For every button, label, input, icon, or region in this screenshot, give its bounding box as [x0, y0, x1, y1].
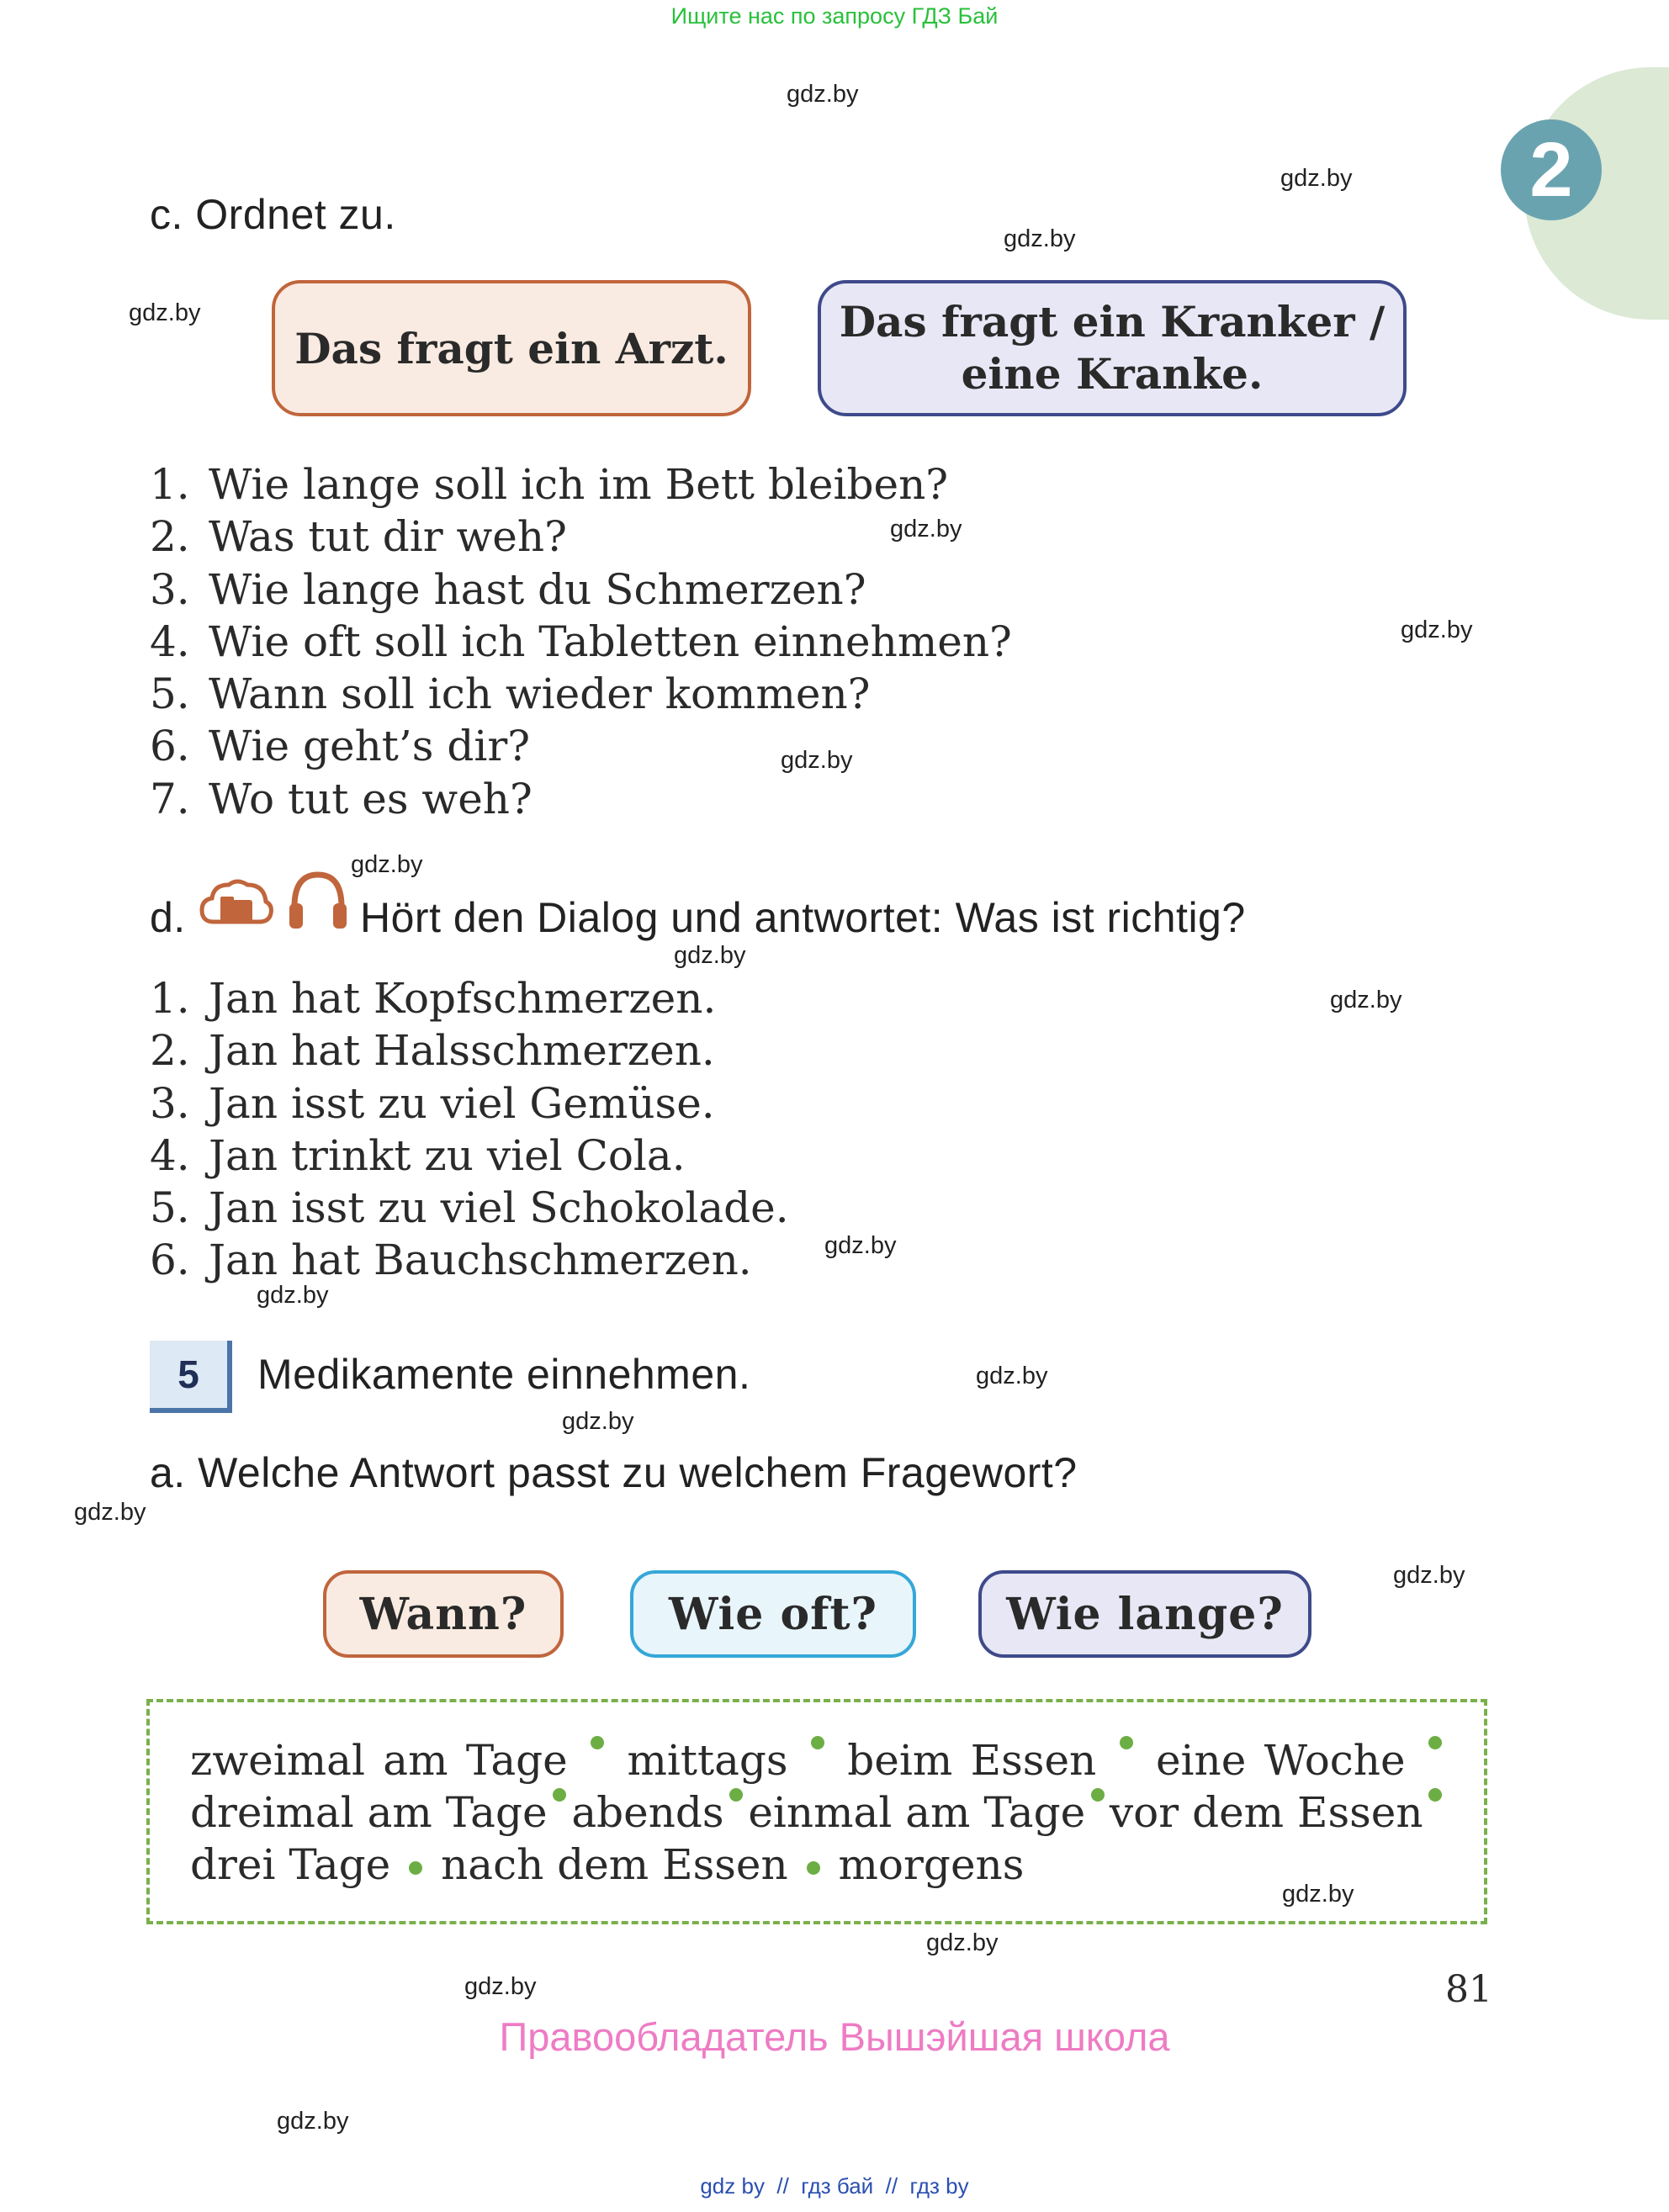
list-item: 6. Jan hat Bauchschmerzen. [150, 1236, 752, 1285]
phrase-line-2: dreimal am Tage abends einmal am Tage vor dem Essen [190, 1788, 1447, 1837]
watermark: gdz.by [781, 747, 853, 774]
doctor-box-label: Das fragt ein Arzt. [294, 323, 729, 373]
list-item: 5. Wann soll ich wieder kommen? [150, 669, 871, 719]
list-item: 2. Jan hat Halsschmerzen. [150, 1026, 715, 1076]
watermark: gdz.by [351, 851, 423, 878]
watermark: gdz.by [824, 1232, 897, 1259]
patient-question-box [818, 280, 1407, 416]
page-number: 81 [1445, 1968, 1492, 2011]
question-word-wie-lange: Wie lange? [978, 1570, 1311, 1658]
bullet-dot [811, 1736, 824, 1749]
doctor-question-box [272, 280, 751, 416]
bullet-dot [409, 1861, 422, 1875]
watermark: gdz.by [674, 942, 746, 969]
exercise-subtitle: a. Welche Antwort passt zu welchem Fragewort? [150, 1449, 1078, 1496]
chapter-number-badge: 2 [1501, 119, 1602, 220]
list-item: 2. Was tut dir weh? [150, 512, 567, 562]
list-item: 1. Jan hat Kopfschmerzen. [150, 974, 717, 1023]
top-banner[interactable]: Ищите нас по запросу ГДЗ Бай [670, 3, 999, 29]
bullet-dot [1428, 1788, 1442, 1802]
bullet-dot [807, 1861, 820, 1875]
headphones-icon[interactable] [286, 866, 350, 938]
bullet-dot [553, 1788, 566, 1802]
watermark: gdz.by [74, 1499, 146, 1526]
list-item: 6. Wie geht’s dir? [150, 722, 531, 771]
question-word-wie-oft: Wie oft? [630, 1570, 916, 1658]
watermark: gdz.by [129, 299, 201, 326]
copyright-notice: Правообладатель Вышэйшая школа [499, 2014, 1170, 2059]
list-item: 1. Wie lange soll ich im Bett bleiben? [150, 460, 949, 509]
list-item: 3. Wie lange hast du Schmerzen? [150, 564, 866, 614]
bullet-dot [591, 1736, 604, 1749]
watermark: gdz.by [1282, 1881, 1354, 1908]
cloud-folder-icon[interactable] [199, 875, 274, 938]
question-list [150, 458, 1012, 825]
footer-links[interactable]: gdz by // гдз бай // гдз by [700, 2173, 969, 2199]
list-item: 3. Jan isst zu viel Gemüse. [150, 1078, 715, 1128]
watermark: gdz.by [257, 1282, 329, 1309]
exercise-number-badge: 5 [150, 1341, 232, 1413]
patient-box-label-line2: eine Kranke. [961, 349, 1264, 399]
bullet-dot [729, 1788, 743, 1802]
watermark: gdz.by [976, 1363, 1048, 1389]
list-item: 5. Jan isst zu viel Schokolade. [150, 1183, 789, 1233]
section-d-letter: d. [150, 894, 186, 941]
phrase-line-3: drei Tage nach dem Essen morgens [190, 1840, 1025, 1889]
list-item: 4. Jan trinkt zu viel Cola. [150, 1130, 686, 1180]
bullet-dot [1091, 1788, 1105, 1802]
section-d-title: Hört den Dialog und antwortet: Was ist richtig? [360, 894, 1246, 941]
watermark: gdz.by [926, 1929, 999, 1956]
watermark: gdz.by [464, 1973, 537, 2000]
watermark: gdz.by [1280, 165, 1353, 192]
question-word-wann: Wann? [323, 1570, 564, 1658]
statement-list [150, 972, 789, 1287]
watermark: gdz.by [890, 516, 962, 542]
phrase-line-1: zweimal am Tage mittags beim Essen eine Woche [190, 1736, 1447, 1785]
watermark: gdz.by [1004, 225, 1076, 252]
bullet-dot [1120, 1736, 1133, 1749]
watermark: gdz.by [1401, 617, 1473, 643]
watermark: gdz.by [1393, 1562, 1465, 1589]
watermark: gdz.by [1330, 987, 1402, 1013]
patient-box-label-line1: Das fragt ein Kranker / [839, 297, 1386, 347]
watermark: gdz.by [562, 1408, 634, 1435]
list-item: 7. Wo tut es weh? [150, 774, 532, 823]
watermark: gdz.by [277, 2108, 349, 2135]
bullet-dot [1428, 1736, 1442, 1749]
section-c-title: c. Ordnet zu. [150, 191, 396, 238]
watermark: gdz.by [787, 81, 859, 108]
exercise-title: Medikamente einnehmen. [257, 1351, 751, 1398]
list-item: 4. Wie oft soll ich Tabletten einnehmen? [150, 617, 1012, 666]
